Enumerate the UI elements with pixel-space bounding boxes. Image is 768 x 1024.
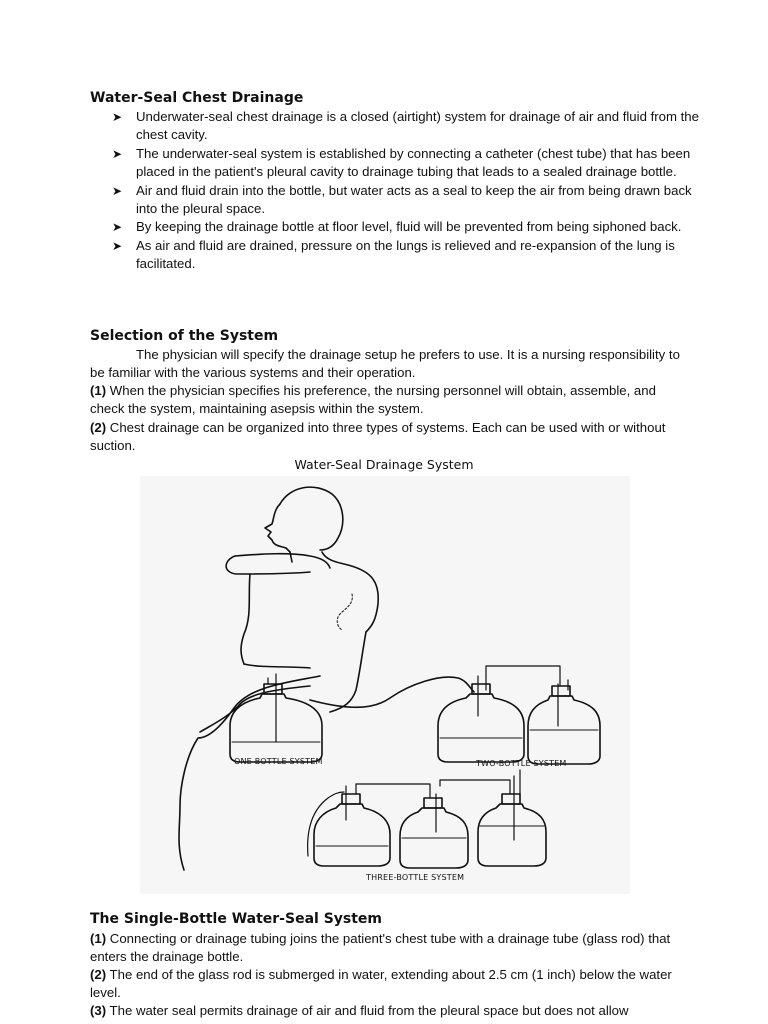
arrowhead-bullet-icon: ➤ xyxy=(112,146,123,161)
list-item xyxy=(112,218,702,236)
list-item xyxy=(112,145,702,182)
selection-item-1 xyxy=(90,382,690,419)
item-number: (3) xyxy=(90,1003,107,1018)
item-text: Connecting or drainage tubing joins the patient's chest tube with a drainage tube (glass rod) that enters the drainage bottle. xyxy=(90,931,671,965)
arrowhead-bullet-icon: ➤ xyxy=(112,110,123,124)
item-text: Chest drainage can be organized into three types of systems. Each can be used with or without suction. xyxy=(90,420,666,454)
patient-figure xyxy=(226,487,378,712)
item-number: (1) xyxy=(90,383,107,398)
one-bottle-label: ONE-BOTTLE SYSTEM xyxy=(234,757,323,766)
item-number: (2) xyxy=(90,420,107,435)
section-heading-single-bottle: The Single-Bottle Water-Seal System xyxy=(90,911,383,927)
single-bottle-item-2 xyxy=(90,966,690,1003)
item-text: The water seal permits drainage of air and fluid from the pleural space but does not allow xyxy=(106,1003,629,1018)
section-heading-selection: Selection of the System xyxy=(90,328,279,344)
list-item xyxy=(112,108,702,145)
item-text: When the physician specifies his preference, the nursing personnel will obtain, assemble, and check the system, maintaining asepsis within the system. xyxy=(90,383,656,417)
selection-intro-paragraph: The physician will specify the drainage setup he prefers to use. It is a nursing responsibility to be familiar with the various systems and their operation. xyxy=(90,347,680,381)
patient-tubing-to-three-bottle xyxy=(179,676,320,870)
arrowhead-bullet-icon: ➤ xyxy=(112,183,123,198)
item-number: (1) xyxy=(90,931,107,946)
single-bottle-item-1 xyxy=(90,930,690,967)
arrowhead-bullet-icon: ➤ xyxy=(112,220,123,235)
three-bottle-system xyxy=(308,770,546,868)
bullet-list xyxy=(112,108,702,274)
single-bottle-item-3 xyxy=(90,1002,690,1020)
arrowhead-bullet-icon: ➤ xyxy=(112,238,123,253)
item-number: (2) xyxy=(90,967,107,982)
section-heading-water-seal: Water-Seal Chest Drainage xyxy=(90,90,304,106)
two-bottle-label: TWO-BOTTLE SYSTEM xyxy=(476,759,567,768)
three-bottle-label: THREE-BOTTLE SYSTEM xyxy=(366,873,465,882)
patient-tubing-to-two-bottle xyxy=(310,677,474,707)
list-item xyxy=(112,182,702,219)
bullet-text: Underwater-seal chest drainage is a closed (airtight) system for drainage of air and fluid from the chest cavity. xyxy=(136,109,699,143)
one-bottle-system xyxy=(230,674,322,762)
list-item xyxy=(112,237,702,274)
drainage-system-illustration xyxy=(140,476,630,894)
bullet-text: Air and fluid drain into the bottle, but water acts as a seal to keep the air from being drawn back into the pleural space. xyxy=(136,182,692,217)
selection-item-2 xyxy=(90,419,690,456)
bullet-text: As air and fluid are drained, pressure on the lungs is relieved and re-expansion of the lung is facilitated. xyxy=(136,237,675,272)
bullet-text: The underwater-seal system is established by connecting a catheter (chest tube) that has been placed in the patient's pleural cavity to drainage tubing that leads to a sealed drainage bottle. xyxy=(136,145,691,180)
drainage-diagram-svg xyxy=(140,476,630,894)
figure-title: Water-Seal Drainage System xyxy=(294,457,474,472)
bullet-text: By keeping the drainage bottle at floor level, fluid will be prevented from being siphoned back. xyxy=(136,219,682,235)
item-text: The end of the glass rod is submerged in water, extending about 2.5 cm (1 inch) below the water level. xyxy=(90,967,672,1001)
